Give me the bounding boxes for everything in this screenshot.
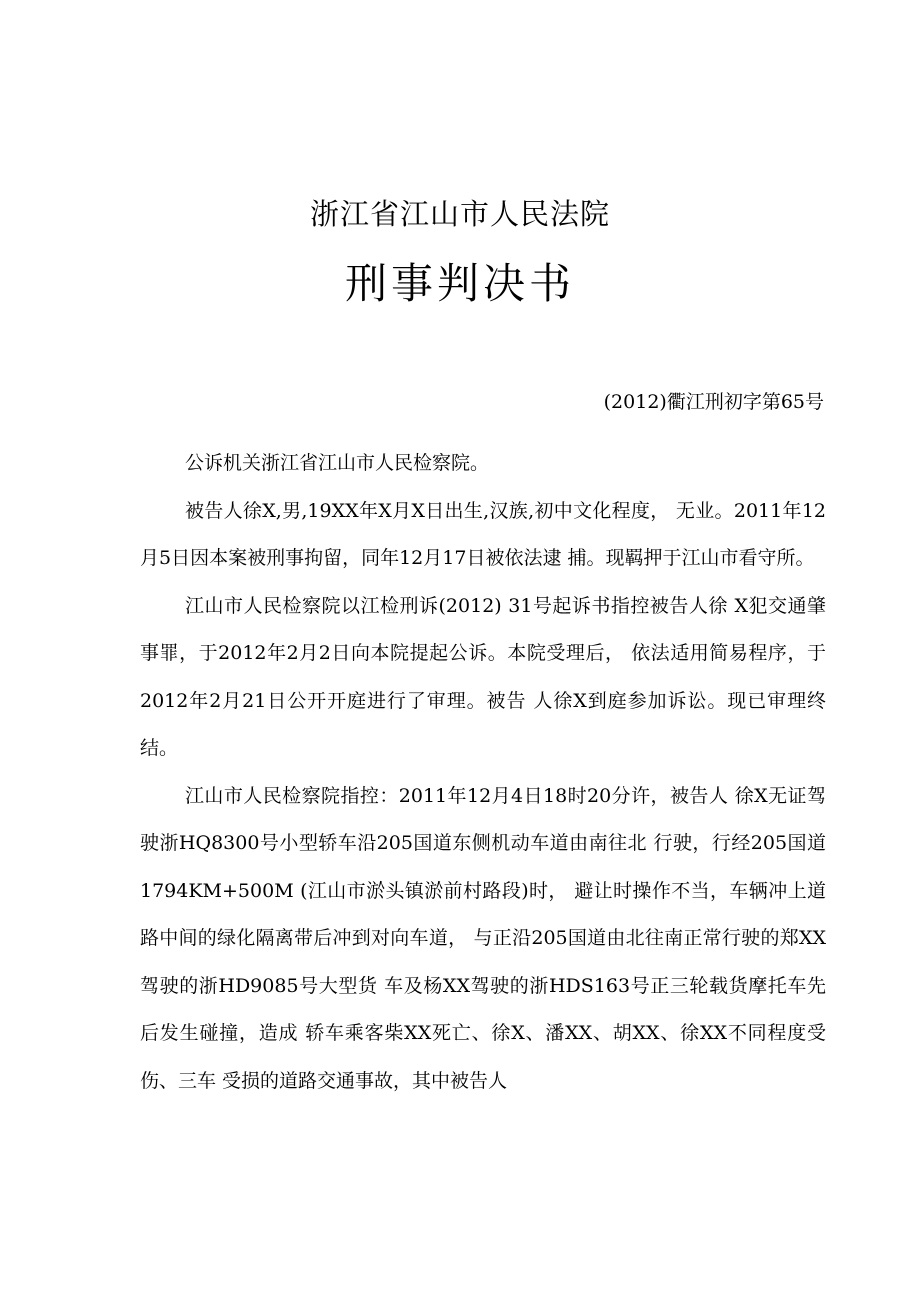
case-number: (2012)衢江刑初字第65号 (603, 391, 824, 413)
court-name: 浙江省江山市人民法院 (309, 197, 610, 231)
paragraph-accusation: 江山市人民检察院指控：2011年12月4日18时20分许，被告人 徐X无证驾驶浙HQ8300号小型轿车沿205国道东侧机动车道由南往北 行驶，行经205国道1794KM+500M (江山市淤头镇淤前村路段)时， 避让时操作不当，车辆冲上道路中间的绿化隔离带后冲到对向车道， 与正沿205国道由北往南正常行驶的郑XX驾驶的浙HD9085号大型货 车及杨XX驾驶的浙HDS163号正三轮载货摩托车先后发生碰撞，造成 轿车乘客柴XX死亡、徐X、潘XX、胡XX、徐XX不同程度受伤、三车 受损的道路交通事故，其中被告人 (140, 784, 826, 1092)
paragraph-defendant: 被告人徐X,男,19XX年X月X日出生,汉族,初中文化程度， 无业。2011年12月5日因本案被刑事拘留，同年12月17日被依法逮 捕。现羁押于江山市看守所。 (140, 499, 826, 569)
document-title: 刑事判决书 (344, 259, 575, 308)
document-body (140, 440, 826, 1105)
paragraph-procedure: 江山市人民检察院以江检刑诉(2012) 31号起诉书指控被告人徐 X犯交通肇事罪，于2012年2月2日向本院提起公诉。本院受理后， 依法适用简易程序，于2012年2月21日公开开庭进行了审理。被告 人徐X到庭参加诉讼。现已审理终结。 (140, 594, 826, 759)
paragraph-prosecutor: 公诉机关浙江省江山市人民检察院。 (185, 452, 490, 474)
